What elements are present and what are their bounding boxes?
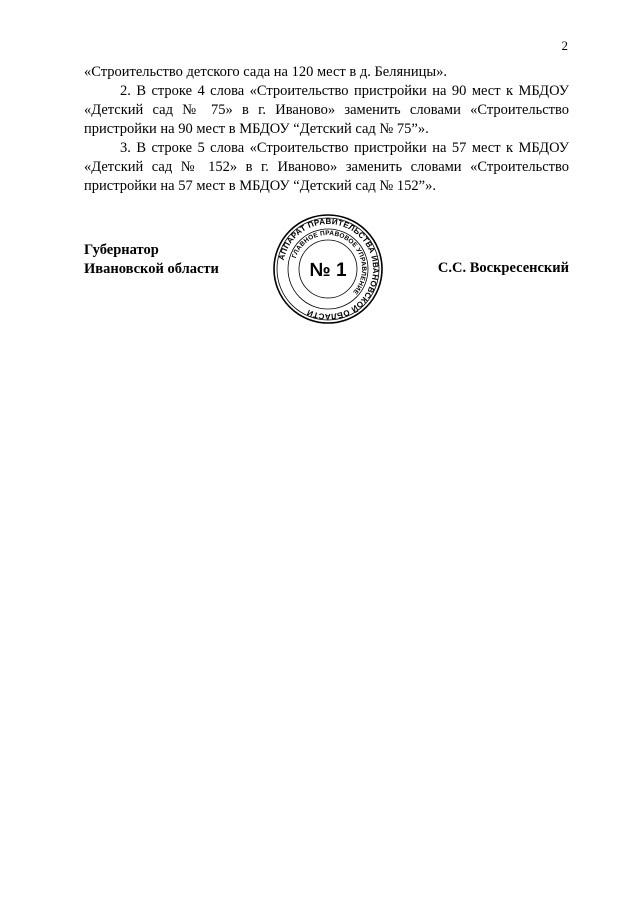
official-seal (272, 213, 384, 325)
paragraph-2: 2. В строке 4 слова «Строительство пристройки на 90 мест к МБДОУ «Детский сад № 75» в г. Иваново» заменить словами «Строительство пристройки на 90 мест в МБДОУ “Детский сад № 75”». (84, 83, 569, 137)
signature-title-line2: Ивановской области (84, 261, 219, 277)
signature-title-line1: Губернатор (84, 242, 159, 258)
seal-outer-text: АППАРАТ ПРАВИТЕЛЬСТВА ИВАНОВСКОЙ ОБЛАСТИ (276, 216, 381, 322)
seal-center-text: № 1 (309, 260, 347, 281)
paragraph-1: «Строительство детского сада на 120 мест в д. Беляницы». (84, 64, 448, 80)
signature-title (84, 241, 219, 279)
paragraph-3: 3. В строке 5 слова «Строительство пристройки на 57 мест к МБДОУ «Детский сад № 152» в г. Иваново» заменить словами «Строительство пристройки на 57 мест в МБДОУ “Детский сад № 152”». (84, 140, 569, 194)
page-number: 2 (561, 38, 568, 53)
document-body (84, 63, 569, 196)
signature-name: С.С. Воскресенский (437, 260, 569, 276)
seal-inner-text: ГЛАВНОЕ ПРАВОВОЕ УПРАВЛЕНИЕ (290, 229, 368, 296)
